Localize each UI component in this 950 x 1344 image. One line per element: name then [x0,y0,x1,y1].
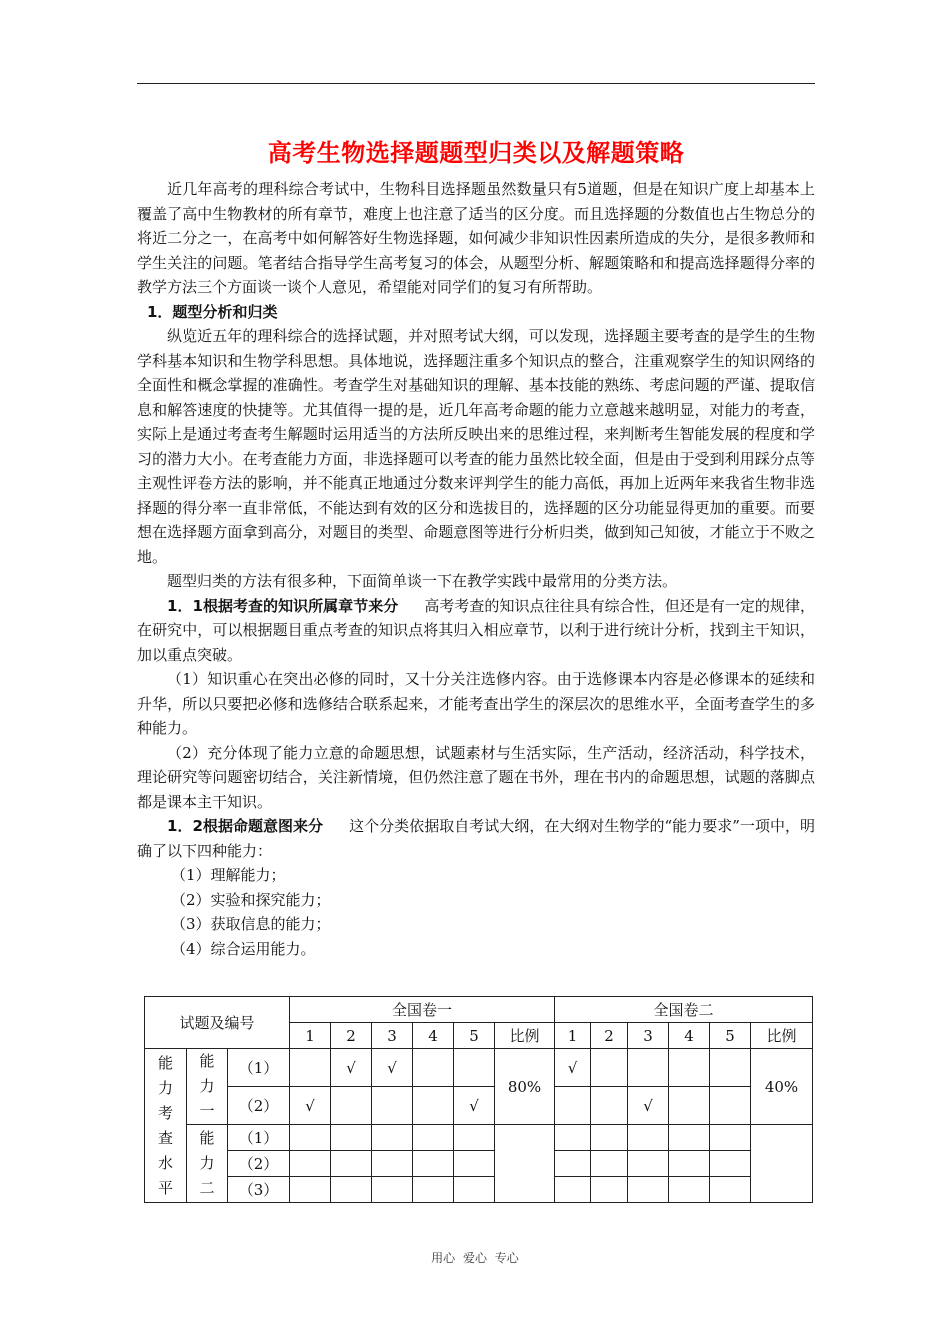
document-body [137,177,815,961]
section-1-heading: 1．题型分析和归类 [147,302,278,321]
table-cell [710,1151,751,1177]
ability-item: （1）理解能力； [171,866,286,884]
table-cell [628,1049,669,1087]
table-cell [372,1151,413,1177]
table-cell [331,1151,372,1177]
question-number: 3 [372,1023,413,1049]
table-cell [710,1125,751,1151]
table-cell [591,1049,628,1087]
sub-label: （2） [228,1151,290,1177]
section-1-2-heading: 1．2根据命题意图来分 [167,817,324,835]
question-number: 5 [710,1023,751,1049]
ratio-header: 比例 [495,1023,555,1049]
table-cell [372,1087,413,1125]
section-1-methods: 题型归类的方法有很多种，下面简单谈一下在教学实践中最常用的分类方法。 [167,572,678,590]
ratio-value-empty [495,1125,555,1203]
table-cell [413,1177,454,1203]
table-cell [290,1049,331,1087]
intro-paragraph: 近几年高考的理科综合考试中，生物科目选择题虽然数量只有5道题，但是在知识广度上却基本上覆盖了高中生物教材的所有章节，难度上也注意了适当的区分度。而且选择题的分数值也占生物总分的将近二分之一，在高考中如何解答好生物选择题，如何减少非知识性因素所造成的失分，是很多教师和学生关注的问题。笔者结合指导学生高考复习的体会，从题型分析、解题策略和和提高选择题得分率的教学方法三个方面谈一谈个人意见，希望能对同学们的复习有所帮助。 [137,180,815,296]
ratio-value-empty [751,1125,813,1203]
question-number: 3 [628,1023,669,1049]
table-cell [591,1125,628,1151]
table-cell [454,1049,495,1087]
ability-2-label: 能 力 二 [187,1125,228,1203]
table-cell: √ [555,1049,591,1087]
table-cell [331,1087,372,1125]
paper-2-header: 全国卷二 [555,997,813,1023]
table-cell [413,1151,454,1177]
table-cell [413,1049,454,1087]
table-cell [628,1177,669,1203]
table-corner-label: 试题及编号 [145,997,290,1049]
table-cell [331,1125,372,1151]
table-cell [413,1125,454,1151]
table-cell [290,1151,331,1177]
question-number: 1 [290,1023,331,1049]
row-group-label: 能 力 考 查 水 平 [145,1049,187,1203]
table-cell [591,1087,628,1125]
table-cell [669,1125,710,1151]
table-row [145,1049,813,1087]
table-cell [710,1177,751,1203]
section-1-1-heading: 1．1根据考查的知识所属章节来分 [167,596,399,615]
table-cell: √ [290,1087,331,1125]
table-cell: √ [628,1087,669,1125]
table-cell [372,1125,413,1151]
table-cell [454,1151,495,1177]
table-cell [591,1151,628,1177]
table-row [145,1177,813,1203]
ability-table [144,996,813,1203]
table-row [145,1125,813,1151]
table-cell: √ [372,1049,413,1087]
table-cell [669,1151,710,1177]
section-1-1-point-1: （1）知识重心在突出必修的同时，又十分关注选修内容。由于选修课本内容是必修课本的延续和升华，所以只要把必修和选修结合联系起来，才能考查出学生的深层次的思维水平，全面考查学生的多种能力。 [137,670,815,737]
table-row [145,1087,813,1125]
table-cell [555,1125,591,1151]
section-1-1-body: 高考考查的知识点往往具有综合性，但还是有一定的规律，在研究中，可以根据题目重点考查的知识点将其归入相应章节，以利于进行统计分析，找到主干知识，加以重点突破。 [137,596,815,664]
page-footer: 用心 爱心 专心 [431,1251,519,1265]
table-cell [454,1125,495,1151]
header-rule [137,83,815,84]
table-row [145,1151,813,1177]
sub-label: （3） [228,1177,290,1203]
question-number: 5 [454,1023,495,1049]
sub-label: （1） [228,1125,290,1151]
section-1-2-body: 这个分类依据取自考试大纲，在大纲对生物学的“能力要求”一项中，明确了以下四种能力： [137,817,815,860]
ratio-value: 40% [751,1049,813,1125]
table-cell [372,1177,413,1203]
question-number: 4 [669,1023,710,1049]
section-1-1-paragraph [137,594,815,668]
table-cell [413,1087,454,1125]
ability-table-container [144,996,813,1203]
table-cell: √ [454,1087,495,1125]
table-cell [628,1125,669,1151]
section-1-2-paragraph [137,814,815,863]
ability-item: （2）实验和探究能力； [171,890,331,909]
table-cell [290,1177,331,1203]
ratio-header: 比例 [751,1023,813,1049]
ability-1-label: 能 力 一 [187,1049,228,1125]
question-number: 2 [331,1023,372,1049]
table-cell [454,1177,495,1203]
table-cell [669,1049,710,1087]
table-cell [669,1087,710,1125]
section-1-1-point-2: （2）充分体现了能力立意的命题思想，试题素材与生活实际，生产活动，经济活动，科学技术，理论研究等问题密切结合，关注新情境，但仍然注意了题在书外，理在书内的命题思想，试题的落脚点都是课本主干知识。 [137,743,815,811]
table-cell [710,1087,751,1125]
table-header-row [145,997,813,1023]
table-cell [290,1125,331,1151]
sub-label: （1） [228,1049,290,1087]
table-cell [591,1177,628,1203]
question-number: 2 [591,1023,628,1049]
ability-item: （3）获取信息的能力； [171,915,331,933]
table-cell [331,1177,372,1203]
sub-label: （2） [228,1087,290,1125]
table-cell [628,1151,669,1177]
table-cell [555,1087,591,1125]
ability-item: （4）综合运用能力。 [171,939,316,958]
table-cell [555,1177,591,1203]
table-cell [669,1177,710,1203]
document-title: 高考生物选择题题型归类以及解题策略 [267,139,685,167]
table-cell [555,1151,591,1177]
paper-1-header: 全国卷一 [290,997,555,1023]
table-cell: √ [331,1049,372,1087]
question-number: 1 [555,1023,591,1049]
section-1-body: 纵览近五年的理科综合的选择试题，并对照考试大纲，可以发现，选择题主要考查的是学生的生物学科基本知识和生物学科思想。具体地说，选择题注重多个知识点的整合，注重观察学生的知识网络的全面性和概念掌握的准确性。考查学生对基础知识的理解、基本技能的熟练、考虑问题的严谨、提取信息和解答速度的快捷等。尤其值得一提的是，近几年高考命题的能力立意越来越明显，对能力的考查，实际上是通过考查考生解题时运用适当的方法所反映出来的思维过程，来判断考生智能发展的程度和学习的潜力大小。在考查能力方面，非选择题可以考查的能力虽然比较全面，但是由于受到利用踩分点等主观性评卷方法的影响，并不能真正地通过分数来评判学生的能力高低，再加上近两年来我省生物非选择题的得分率一直非常低，不能达到有效的区分和选拔目的，选择题的区分功能显得更加的重要。而要想在选择题方面拿到高分，对题目的类型、命题意图等进行分析归类，做到知己知彼，才能立于不败之地。 [137,327,815,566]
question-number: 4 [413,1023,454,1049]
ratio-value: 80% [495,1049,555,1125]
table-cell [710,1049,751,1087]
